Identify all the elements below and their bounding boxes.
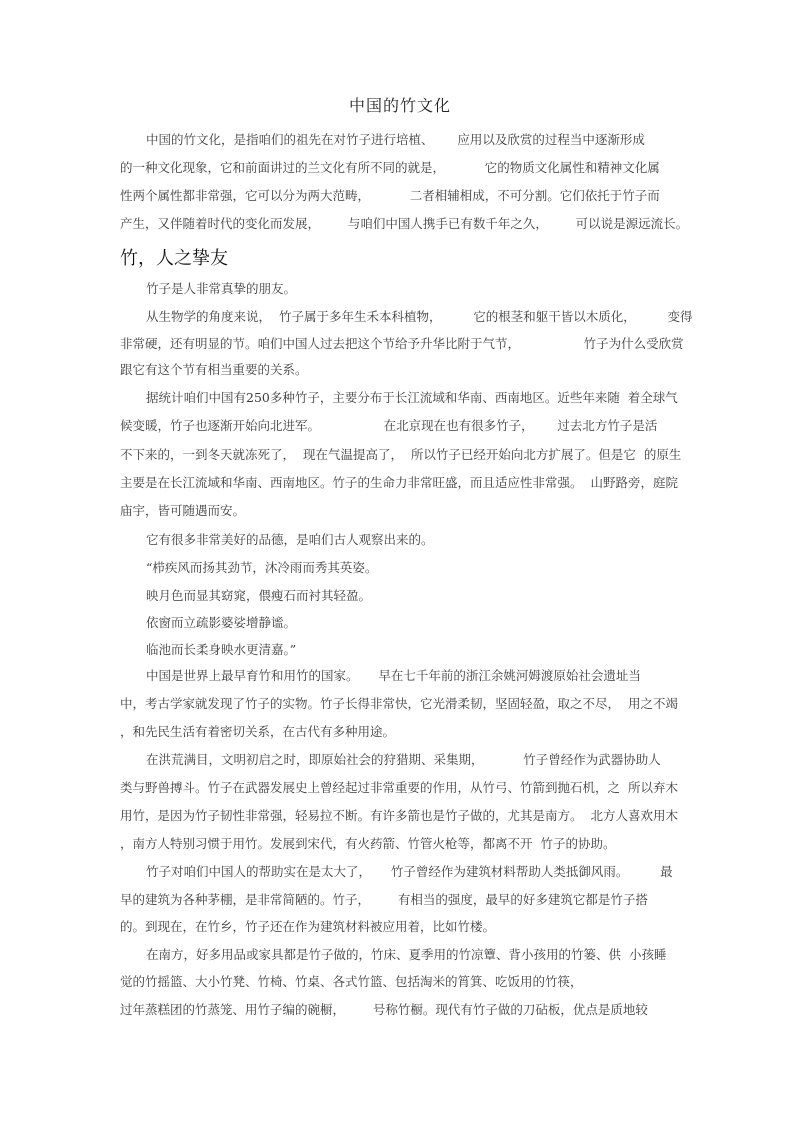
paragraph-line: 性两个属性都非常强，它可以分为两大范畴， 二者相辅相成，不可分割。它们依托于竹子而 bbox=[120, 188, 660, 203]
paragraph-line: 非常硬，还有明显的节。咱们中国人过去把这个节给予升华比附于气节， 竹子为什么受欣赏 bbox=[120, 336, 684, 351]
paragraph-line: 过年蒸糕团的竹蒸笼、用竹子编的碗橱， 号称竹橱。现代有竹子做的刀砧板，优点是质地较 bbox=[120, 1002, 648, 1017]
paragraph-line: ，和先民生活有着密切关系，在古代有多种用途。 bbox=[120, 724, 396, 739]
paragraph-line: 觉的竹摇篮、大小竹凳、竹椅、竹桌、各式竹篮、包括淘米的筲箕、吃饭用的竹筷， bbox=[120, 974, 583, 989]
section-heading: 竹，人之挚友 bbox=[120, 248, 228, 269]
poem-line: “栉疾风而扬其劲节，沐冷雨而秀其英姿。 bbox=[146, 560, 378, 575]
paragraph-line: 中，考古学家就发现了竹子的实物。竹子长得非常快，它光滑柔韧，坚固轻盈，取之不尽， 用之不竭 bbox=[120, 696, 678, 711]
poem-line: 临池而长柔身映水更清嘉。” bbox=[146, 642, 297, 657]
paragraph-line: 跟它有这个节有相当重要的关系。 bbox=[120, 362, 308, 377]
paragraph-line: 产生，又伴随着时代的变化而发展， 与咱们中国人携手已有数千年之久， 可以说是源远流长。 bbox=[120, 216, 689, 231]
paragraph-line: 据统计咱们中国有250多种竹子，主要分布于长江流域和华南、西南地区。近些年来随 着全球气 bbox=[146, 390, 678, 405]
paragraph-line: 在洪荒满目，文明初启之时，即原始社会的狩猎期、采集期， 竹子曾经作为武器协助人 bbox=[146, 752, 661, 767]
paragraph-line: 早的建筑为各种茅棚，是非常简陋的。竹子， 有相当的强度，最早的好多建筑它都是竹子搭 bbox=[120, 892, 648, 907]
paragraph-line: 类与野兽搏斗。竹子在武器发展史上曾经起过非常重要的作用，从竹弓、竹箭到抛石机，之 所以弃木 bbox=[120, 780, 678, 795]
paragraph-line: 主要是在长江流域和华南、西南地区。竹子的生命力非常旺盛，而且适应性非常强。 山野路旁，庭院 bbox=[120, 475, 678, 490]
paragraph-line: 从生物学的角度来说， 竹子属于多年生禾本科植物， 它的根茎和躯干皆以木质化， 变得 bbox=[146, 309, 693, 324]
paragraph-line: 的。到现在，在竹乡，竹子还在作为建筑材料被应用着，比如竹楼。 bbox=[120, 919, 496, 934]
poem-line: 映月色而显其窈窕，偎瘦石而衬其轻盈。 bbox=[146, 588, 372, 603]
paragraph-line: 的一种文化现象，它和前面讲过的兰文化有所不同的就是， 它的物质文化属性和精神文化属 bbox=[120, 160, 660, 175]
paragraph-line: 竹子是人非常真挚的朋友。 bbox=[146, 281, 297, 296]
paragraph-line: 庙宇，皆可随遇而安。 bbox=[120, 503, 246, 518]
paragraph-line: ，南方人特别习惯于用竹。发展到宋代，有火药箭、竹管火枪等，都离不开 竹子的协助。 bbox=[120, 836, 616, 851]
paragraph-line: 不下来的，一到冬天就冻死了， 现在气温提高了， 所以竹子已经开始向北方扩展了。但是它 的原生 bbox=[120, 447, 682, 462]
paragraph-line: 竹子对咱们中国人的帮助实在是太大了， 竹子曾经作为建筑材料帮助人类抵御风雨。 最 bbox=[146, 864, 673, 879]
paragraph-line: 候变暖，竹子也逐渐开始向北进军。 在北京现在也有很多竹子， 过去北方竹子是活 bbox=[120, 418, 658, 433]
poem-line: 依窗而立疏影婆娑增静谧。 bbox=[146, 615, 297, 630]
paragraph-line: 中国是世界上最早育竹和用竹的国家。 早在七千年前的浙江余姚河姆渡原始社会遗址当 bbox=[146, 668, 641, 683]
document-title: 中国的竹文化 bbox=[348, 96, 451, 115]
paragraph-line: 中国的竹文化，是指咱们的祖先在对竹子进行培植、 应用以及欣赏的过程当中逐渐形成 bbox=[146, 132, 645, 147]
paragraph-line: 在南方，好多用品或家具都是竹子做的，竹床、夏季用的竹凉簟、背小孩用的竹篓、供 小孩睡 bbox=[146, 947, 667, 962]
paragraph-line: 它有很多非常美好的品德，是咱们古人观察出来的。 bbox=[146, 532, 434, 547]
paragraph-line: 用竹，是因为竹子韧性非常强，轻易拉不断。有许多箭也是竹子做的，尤其是南方。 北方人喜欢用木 bbox=[120, 808, 678, 823]
